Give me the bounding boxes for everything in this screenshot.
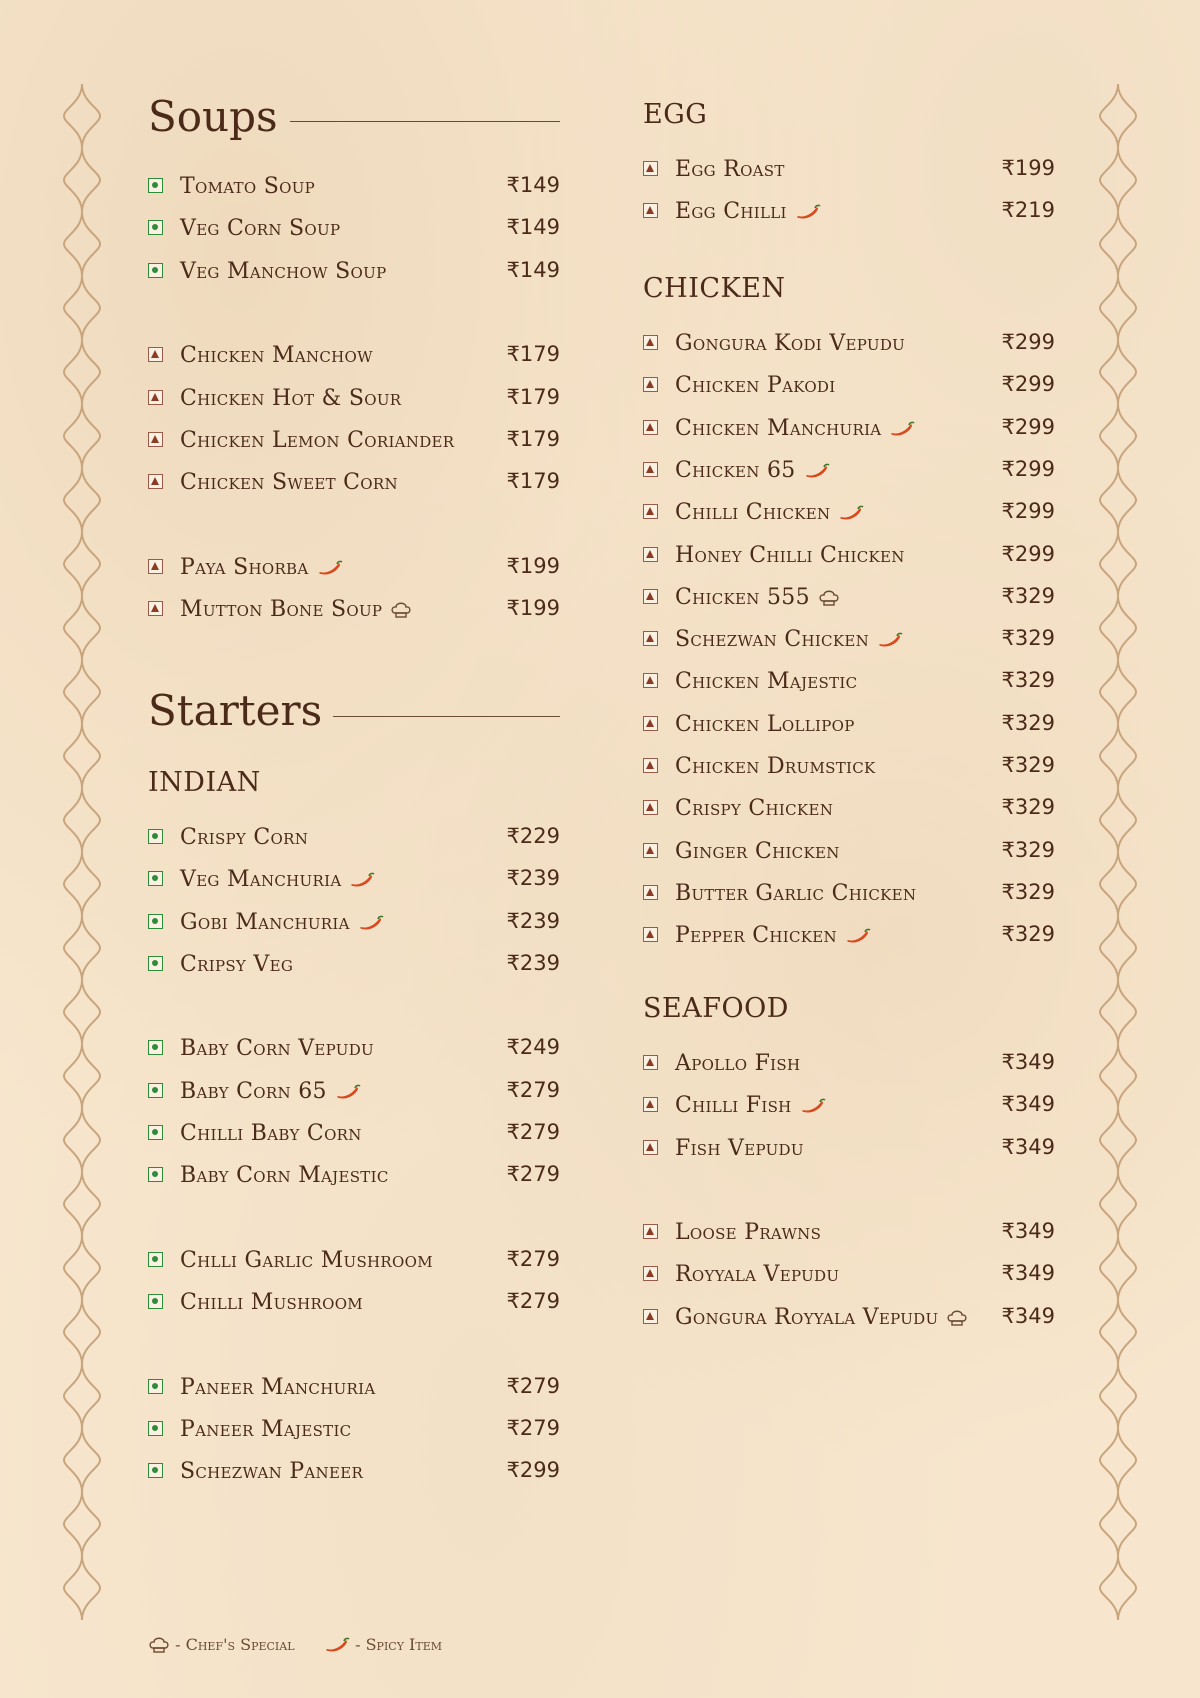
legend-spicy-item — [324, 1634, 442, 1654]
menu-item-gongura-kodi-vepudu — [643, 332, 1055, 364]
item-name-wrap — [180, 428, 454, 453]
item-name: Chicken Lollipop — [675, 712, 855, 737]
item-name-wrap — [675, 1051, 800, 1076]
nonveg-indicator-icon — [148, 390, 163, 405]
item-name: Chicken Hot & Sour — [180, 386, 402, 411]
chili-icon — [877, 632, 903, 648]
item-name-wrap — [180, 597, 412, 622]
item-name-wrap — [675, 543, 905, 568]
item-name: Chicken Manchuria — [675, 416, 882, 441]
item-name-wrap — [675, 500, 864, 525]
item-price: ₹279 — [506, 1120, 560, 1144]
item-price: ₹279 — [506, 1416, 560, 1440]
item-price: ₹329 — [1001, 668, 1055, 692]
item-name: Chilli Fish — [675, 1093, 792, 1118]
item-price: ₹149 — [506, 215, 560, 239]
menu-item-chicken-sweet-corn — [148, 471, 560, 503]
item-name-wrap — [675, 458, 830, 483]
menu-item-chicken-hot-sour — [148, 387, 560, 419]
item-name: Paya Shorba — [180, 555, 309, 580]
item-price: ₹329 — [1001, 626, 1055, 650]
legend-spicy-text: - Spicy Item — [355, 1635, 443, 1654]
menu-item-gobi-manchuria — [148, 911, 560, 943]
nonveg-indicator-icon — [643, 1266, 658, 1281]
item-price: ₹239 — [506, 909, 560, 933]
menu-item-paya-shorba — [148, 556, 560, 588]
menu-item-chicken-lemon-coriander — [148, 429, 560, 461]
nonveg-indicator-icon — [643, 800, 658, 815]
item-name-wrap — [180, 1459, 363, 1484]
chili-icon — [349, 872, 375, 888]
category-title-indian: INDIAN — [148, 767, 261, 798]
item-name: Royyala Vepudu — [675, 1262, 840, 1287]
item-name: Loose Prawns — [675, 1220, 822, 1245]
nonveg-indicator-icon — [643, 758, 658, 773]
item-price: ₹349 — [1001, 1261, 1055, 1285]
item-name-wrap — [180, 1121, 362, 1146]
nonveg-indicator-icon — [643, 377, 658, 392]
item-name: Schezwan Chicken — [675, 627, 870, 652]
menu-item-baby-corn-majestic — [148, 1164, 560, 1196]
item-name-wrap — [675, 923, 871, 948]
item-price: ₹299 — [1001, 330, 1055, 354]
item-price: ₹229 — [506, 824, 560, 848]
nonveg-indicator-icon — [148, 474, 163, 489]
item-name: Chilli Baby Corn — [180, 1121, 362, 1146]
nonveg-indicator-icon — [643, 161, 658, 176]
item-price: ₹179 — [506, 469, 560, 493]
nonveg-indicator-icon — [643, 504, 658, 519]
item-name-wrap — [675, 1305, 968, 1330]
item-name: Chlli Garlic Mushroom — [180, 1248, 433, 1273]
nonveg-indicator-icon — [643, 631, 658, 646]
item-name-wrap — [675, 1220, 821, 1245]
category-title-seafood: SEAFOOD — [643, 993, 789, 1024]
soups-title-rule — [290, 121, 560, 122]
item-name: Paneer Majestic — [180, 1417, 352, 1442]
item-name: Egg Chilli — [675, 199, 787, 224]
nonveg-indicator-icon — [643, 1055, 658, 1070]
item-price: ₹199 — [506, 554, 560, 578]
menu-item-gongura-royyala-vepudu — [643, 1306, 1055, 1338]
item-name-wrap — [180, 910, 384, 935]
menu-item-veg-manchuria — [148, 868, 560, 900]
chef-hat-icon — [148, 1636, 170, 1654]
item-name: Baby Corn Vepudu — [180, 1036, 374, 1061]
item-name: Chicken Majestic — [675, 669, 858, 694]
nonveg-indicator-icon — [643, 673, 658, 688]
item-name-wrap — [180, 1036, 374, 1061]
item-price: ₹249 — [506, 1035, 560, 1059]
item-name-wrap — [180, 1163, 389, 1188]
veg-indicator-icon — [148, 178, 163, 193]
menu-item-honey-chilli-chicken — [643, 544, 1055, 576]
item-price: ₹149 — [506, 173, 560, 197]
veg-indicator-icon — [148, 1463, 163, 1478]
nonveg-indicator-icon — [148, 347, 163, 362]
item-name-wrap — [675, 1262, 839, 1287]
veg-indicator-icon — [148, 1125, 163, 1140]
nonveg-indicator-icon — [643, 589, 658, 604]
menu-item-baby-corn-vepudu — [148, 1037, 560, 1069]
item-name: Gongura Kodi Vepudu — [675, 331, 906, 356]
item-name: Paneer Manchuria — [180, 1375, 376, 1400]
menu-item-chicken-drumstick — [643, 755, 1055, 787]
menu-item-apollo-fish — [643, 1052, 1055, 1084]
veg-indicator-icon — [148, 1379, 163, 1394]
menu-item-chicken-555 — [643, 586, 1055, 618]
item-price: ₹349 — [1001, 1050, 1055, 1074]
item-name: Gongura Royyala Vepudu — [675, 1305, 939, 1330]
item-name: Chilli Chicken — [675, 500, 831, 525]
item-name-wrap — [675, 331, 905, 356]
item-name-wrap — [675, 157, 785, 182]
item-name: Chilli Mushroom — [180, 1290, 363, 1315]
item-price: ₹179 — [506, 385, 560, 409]
nonveg-indicator-icon — [643, 335, 658, 350]
item-name-wrap — [675, 1136, 804, 1161]
item-price: ₹329 — [1001, 838, 1055, 862]
item-name-wrap — [675, 712, 855, 737]
item-name: Veg Manchuria — [180, 867, 342, 892]
item-name: Ginger Chicken — [675, 839, 840, 864]
veg-indicator-icon — [148, 956, 163, 971]
item-price: ₹329 — [1001, 795, 1055, 819]
menu-item-paneer-manchuria — [148, 1376, 560, 1408]
item-price: ₹329 — [1001, 711, 1055, 735]
item-price: ₹299 — [1001, 457, 1055, 481]
item-name: Fish Vepudu — [675, 1136, 804, 1161]
veg-indicator-icon — [148, 1421, 163, 1436]
veg-indicator-icon — [148, 871, 163, 886]
menu-item-chlli-garlic-mushroom — [148, 1249, 560, 1281]
menu-item-loose-prawns — [643, 1221, 1055, 1253]
nonveg-indicator-icon — [643, 843, 658, 858]
chili-icon — [800, 1098, 826, 1114]
nonveg-indicator-icon — [643, 420, 658, 435]
item-name-wrap — [675, 754, 876, 779]
item-name: Chicken Lemon Coriander — [180, 428, 455, 453]
chef-hat-icon — [390, 601, 412, 619]
nonveg-indicator-icon — [643, 716, 658, 731]
menu-item-baby-corn-65 — [148, 1080, 560, 1112]
item-name-wrap — [675, 416, 915, 441]
veg-indicator-icon — [148, 263, 163, 278]
item-name-wrap — [180, 470, 398, 495]
item-name-wrap — [180, 1079, 361, 1104]
item-price: ₹299 — [1001, 372, 1055, 396]
item-name-wrap — [180, 952, 293, 977]
item-name-wrap — [675, 796, 833, 821]
chili-icon — [795, 204, 821, 220]
item-price: ₹239 — [506, 866, 560, 890]
chili-icon — [889, 421, 915, 437]
item-name-wrap — [180, 825, 308, 850]
item-price: ₹199 — [1001, 156, 1055, 180]
item-name: Veg Corn Soup — [180, 216, 341, 241]
item-name-wrap — [675, 881, 916, 906]
item-name-wrap — [180, 1417, 351, 1442]
item-price: ₹349 — [1001, 1092, 1055, 1116]
veg-indicator-icon — [148, 220, 163, 235]
menu-item-chilli-mushroom — [148, 1291, 560, 1323]
item-name: Schezwan Paneer — [180, 1459, 364, 1484]
item-price: ₹199 — [506, 596, 560, 620]
menu-item-chilli-chicken — [643, 501, 1055, 533]
menu-item-crispy-chicken — [643, 797, 1055, 829]
menu-item-paneer-majestic — [148, 1418, 560, 1450]
veg-indicator-icon — [148, 914, 163, 929]
item-price: ₹349 — [1001, 1135, 1055, 1159]
nonveg-indicator-icon — [643, 927, 658, 942]
item-price: ₹329 — [1001, 584, 1055, 608]
chili-icon — [317, 560, 343, 576]
item-name-wrap — [180, 1248, 433, 1273]
item-name: Butter Garlic Chicken — [675, 881, 917, 906]
item-name-wrap — [675, 627, 903, 652]
item-price: ₹279 — [506, 1162, 560, 1186]
item-name: Mutton Bone Soup — [180, 597, 383, 622]
menu-item-mutton-bone-soup — [148, 598, 560, 630]
nonveg-indicator-icon — [148, 432, 163, 447]
item-name: Gobi Manchuria — [180, 910, 350, 935]
veg-indicator-icon — [148, 1252, 163, 1267]
item-price: ₹299 — [506, 1458, 560, 1482]
item-price: ₹299 — [1001, 542, 1055, 566]
item-price: ₹279 — [506, 1289, 560, 1313]
chili-icon — [838, 505, 864, 521]
item-name-wrap — [675, 373, 835, 398]
item-name-wrap — [180, 343, 373, 368]
nonveg-indicator-icon — [643, 885, 658, 900]
item-price: ₹349 — [1001, 1219, 1055, 1243]
item-name: Apollo Fish — [675, 1051, 801, 1076]
menu-item-veg-corn-soup — [148, 217, 560, 249]
nonveg-indicator-icon — [643, 203, 658, 218]
item-name-wrap — [180, 867, 375, 892]
chili-icon — [358, 915, 384, 931]
legend-chef-text: - Chef's Special — [175, 1635, 295, 1654]
item-name: Chicken Drumstick — [675, 754, 876, 779]
item-name-wrap — [180, 174, 315, 199]
item-price: ₹299 — [1001, 499, 1055, 523]
item-name: Crispy Corn — [180, 825, 309, 850]
item-name-wrap — [180, 1290, 363, 1315]
menu-item-chicken-65 — [643, 459, 1055, 491]
item-price: ₹179 — [506, 342, 560, 366]
item-price: ₹329 — [1001, 753, 1055, 777]
item-price: ₹179 — [506, 427, 560, 451]
nonveg-indicator-icon — [643, 462, 658, 477]
nonveg-indicator-icon — [643, 1140, 658, 1155]
category-title-chicken: CHICKEN — [643, 273, 786, 304]
menu-item-cripsy-veg — [148, 953, 560, 985]
item-name: Honey Chilli Chicken — [675, 543, 905, 568]
decorative-border-right — [1096, 84, 1140, 1620]
item-price: ₹219 — [1001, 198, 1055, 222]
item-name: Chicken Manchow — [180, 343, 373, 368]
menu-item-chilli-baby-corn — [148, 1122, 560, 1154]
legend-chef-special — [148, 1634, 295, 1654]
item-price: ₹299 — [1001, 415, 1055, 439]
item-name: Baby Corn 65 — [180, 1079, 327, 1104]
veg-indicator-icon — [148, 1083, 163, 1098]
item-name: Baby Corn Majestic — [180, 1163, 389, 1188]
starters-title-rule — [333, 716, 560, 717]
menu-item-chicken-pakodi — [643, 374, 1055, 406]
chili-icon — [324, 1637, 350, 1653]
item-name: Cripsy Veg — [180, 952, 294, 977]
menu-item-egg-chilli — [643, 200, 1055, 232]
menu-item-tomato-soup — [148, 175, 560, 207]
menu-item-butter-garlic-chicken — [643, 882, 1055, 914]
chili-icon — [335, 1084, 361, 1100]
item-name: Chicken Pakodi — [675, 373, 836, 398]
menu-item-ginger-chicken — [643, 840, 1055, 872]
item-name: Veg Manchow Soup — [180, 259, 387, 284]
decorative-border-left — [60, 84, 104, 1620]
item-price: ₹329 — [1001, 922, 1055, 946]
veg-indicator-icon — [148, 829, 163, 844]
item-name: Pepper Chicken — [675, 923, 837, 948]
menu-item-schezwan-paneer — [148, 1460, 560, 1492]
menu-item-pepper-chicken — [643, 924, 1055, 956]
item-name-wrap — [180, 216, 340, 241]
item-name: Tomato Soup — [180, 174, 316, 199]
category-title-egg: EGG — [643, 99, 708, 130]
menu-item-chilli-fish — [643, 1094, 1055, 1126]
menu-item-crispy-corn — [148, 826, 560, 858]
nonveg-indicator-icon — [643, 1097, 658, 1112]
chef-hat-icon — [818, 589, 840, 607]
menu-item-chicken-manchuria — [643, 417, 1055, 449]
item-price: ₹349 — [1001, 1304, 1055, 1328]
nonveg-indicator-icon — [643, 547, 658, 562]
menu-item-schezwan-chicken — [643, 628, 1055, 660]
item-price: ₹329 — [1001, 880, 1055, 904]
nonveg-indicator-icon — [643, 1224, 658, 1239]
nonveg-indicator-icon — [148, 601, 163, 616]
item-name: Chicken 65 — [675, 458, 796, 483]
item-name-wrap — [180, 1375, 375, 1400]
chili-icon — [804, 463, 830, 479]
item-price: ₹279 — [506, 1374, 560, 1398]
menu-item-chicken-manchow — [148, 344, 560, 376]
menu-item-fish-vepudu — [643, 1137, 1055, 1169]
item-name-wrap — [180, 555, 343, 580]
item-price: ₹279 — [506, 1078, 560, 1102]
menu-item-chicken-lollipop — [643, 713, 1055, 745]
menu-item-veg-manchow-soup — [148, 260, 560, 292]
item-name: Egg Roast — [675, 157, 785, 182]
veg-indicator-icon — [148, 1167, 163, 1182]
veg-indicator-icon — [148, 1294, 163, 1309]
chef-hat-icon — [946, 1309, 968, 1327]
item-name: Chicken Sweet Corn — [180, 470, 398, 495]
item-name-wrap — [675, 1093, 826, 1118]
item-name-wrap — [675, 839, 840, 864]
item-name-wrap — [675, 669, 857, 694]
soups-section-title: Soups — [148, 92, 278, 141]
item-price: ₹149 — [506, 258, 560, 282]
menu-item-royyala-vepudu — [643, 1263, 1055, 1295]
item-price: ₹279 — [506, 1247, 560, 1271]
nonveg-indicator-icon — [148, 559, 163, 574]
item-name: Crispy Chicken — [675, 796, 834, 821]
item-name-wrap — [675, 199, 821, 224]
starters-section-title: Starters — [148, 686, 323, 735]
veg-indicator-icon — [148, 1040, 163, 1055]
menu-item-chicken-majestic — [643, 670, 1055, 702]
nonveg-indicator-icon — [643, 1309, 658, 1324]
item-name-wrap — [180, 386, 401, 411]
menu-item-egg-roast — [643, 158, 1055, 190]
item-name: Chicken 555 — [675, 585, 810, 610]
item-price: ₹239 — [506, 951, 560, 975]
chili-icon — [845, 928, 871, 944]
item-name-wrap — [675, 585, 840, 610]
item-name-wrap — [180, 259, 386, 284]
